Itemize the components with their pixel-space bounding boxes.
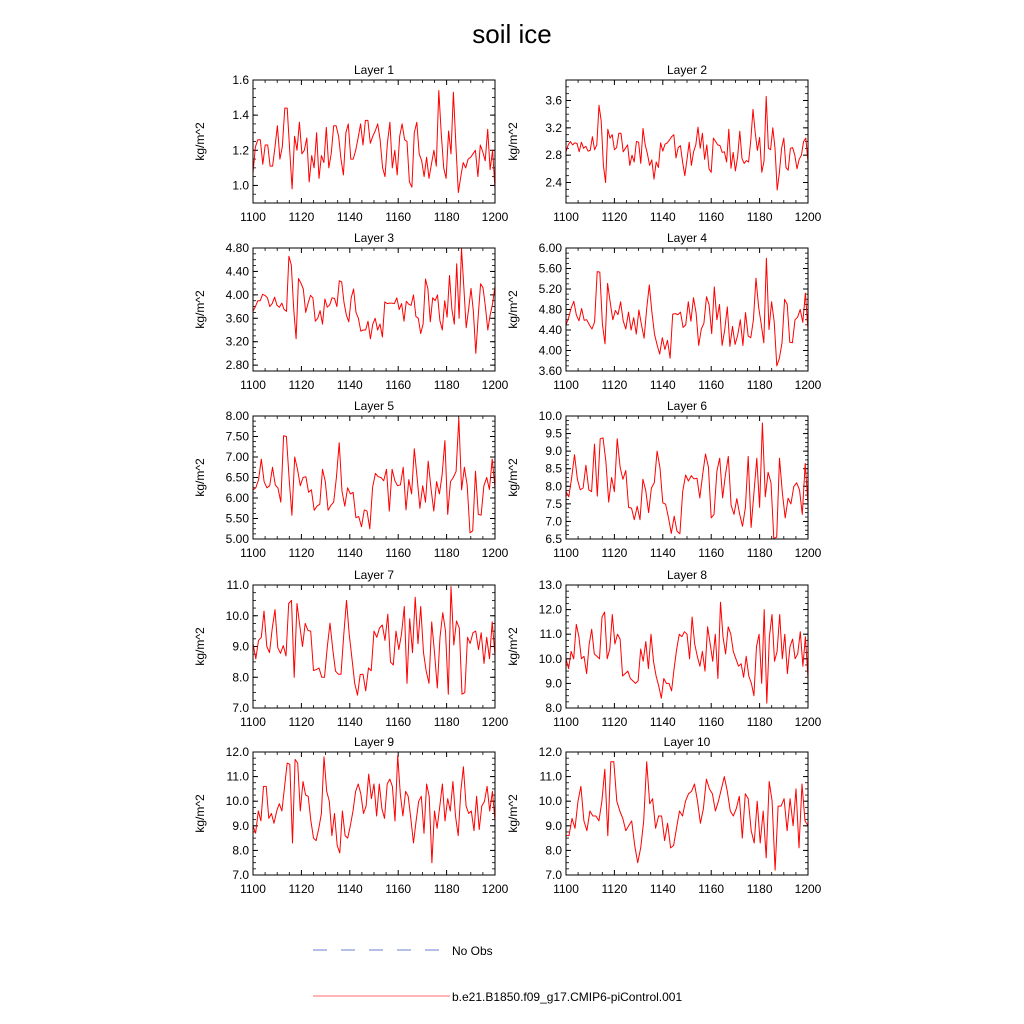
panel-title-6: Layer 6 (666, 399, 708, 413)
x-tick-label-2: 1160 (698, 210, 725, 224)
y-axis-label-4: kg/m^2 (506, 290, 520, 329)
x-tick-label-7: 1100 (240, 715, 266, 729)
y-tick-label-6: 8.5 (545, 461, 562, 476)
figure-title: soil ice (472, 19, 552, 49)
plot-frame-9 (253, 752, 495, 875)
y-tick-label-10: 11.0 (539, 769, 562, 784)
x-tick-label-5: 1120 (288, 546, 315, 560)
panel-title-5: Layer 5 (353, 399, 395, 413)
x-tick-label-5: 1200 (481, 546, 509, 560)
y-tick-label-7: 7.0 (232, 701, 249, 715)
x-tick-label-3: 1100 (240, 378, 266, 392)
y-tick-label-6: 9.5 (545, 426, 562, 441)
y-tick-label-8: 9.0 (545, 676, 562, 691)
x-tick-label-5: 1140 (336, 546, 363, 560)
series-line-layer-5 (253, 418, 495, 533)
y-tick-label-10: 9.0 (545, 818, 562, 833)
y-tick-label-3: 4.00 (225, 287, 249, 302)
x-tick-label-2: 1100 (553, 210, 579, 224)
x-tick-label-4: 1200 (794, 378, 822, 392)
x-tick-label-10: 1120 (601, 882, 628, 896)
x-tick-label-10: 1140 (649, 882, 676, 896)
y-axis-label-7: kg/m^2 (193, 627, 207, 666)
plot-frame-10 (566, 752, 808, 875)
x-tick-label-1: 1140 (336, 210, 363, 224)
x-tick-label-2: 1200 (794, 210, 822, 224)
x-tick-label-2: 1120 (601, 210, 628, 224)
x-tick-label-4: 1160 (698, 378, 725, 392)
y-tick-label-4: 6.00 (538, 241, 562, 255)
x-tick-label-6: 1140 (649, 546, 676, 560)
panel-title-9: Layer 9 (353, 735, 395, 749)
x-tick-label-1: 1120 (288, 210, 315, 224)
x-tick-label-3: 1200 (481, 378, 509, 392)
y-tick-label-7: 8.0 (232, 670, 249, 685)
x-tick-label-8: 1100 (553, 715, 579, 729)
y-axis-label-5: kg/m^2 (193, 458, 207, 497)
x-tick-label-8: 1120 (601, 715, 628, 729)
legend (313, 944, 682, 1004)
series-line-layer-1 (253, 91, 495, 193)
y-axis-label-10: kg/m^2 (506, 794, 520, 833)
panel-title-7: Layer 7 (353, 568, 395, 582)
x-tick-label-4: 1120 (601, 378, 628, 392)
y-tick-label-2: 2.8 (545, 148, 562, 163)
y-tick-label-4: 5.60 (538, 261, 562, 276)
y-tick-label-10: 10.0 (538, 794, 562, 809)
y-tick-label-1: 1.4 (232, 108, 249, 123)
y-tick-label-7: 11.0 (226, 578, 249, 592)
panels (193, 63, 822, 896)
panel-layer-4 (506, 231, 822, 392)
x-tick-label-5: 1180 (433, 546, 460, 560)
y-axis-label-8: kg/m^2 (506, 627, 520, 666)
series-line-layer-7 (253, 587, 495, 696)
x-tick-label-10: 1100 (553, 882, 579, 896)
y-tick-label-4: 4.80 (538, 302, 562, 317)
x-tick-label-5: 1100 (240, 546, 266, 560)
x-tick-label-1: 1100 (240, 210, 266, 224)
y-tick-label-7: 9.0 (232, 639, 249, 654)
x-tick-label-6: 1160 (698, 546, 725, 560)
x-tick-label-1: 1180 (433, 210, 460, 224)
y-tick-label-6: 9.0 (545, 444, 562, 459)
x-tick-label-7: 1140 (336, 715, 363, 729)
y-tick-label-3: 3.60 (225, 311, 249, 326)
y-tick-label-4: 4.40 (538, 323, 562, 337)
y-tick-label-3: 3.20 (225, 334, 249, 349)
panel-layer-3 (193, 231, 509, 392)
y-tick-label-9: 8.0 (232, 843, 249, 858)
y-tick-label-9: 10.0 (225, 794, 249, 809)
y-tick-label-8: 8.0 (545, 701, 562, 715)
y-tick-label-5: 5.00 (225, 532, 249, 546)
panel-layer-7 (193, 568, 509, 729)
x-tick-label-10: 1160 (698, 882, 725, 896)
y-tick-label-8: 10.0 (538, 651, 562, 666)
x-tick-label-10: 1180 (746, 882, 773, 896)
y-tick-label-1: 1.0 (232, 178, 249, 193)
x-tick-label-9: 1140 (336, 882, 363, 896)
x-tick-label-3: 1120 (288, 378, 315, 392)
y-tick-label-3: 2.80 (225, 358, 249, 373)
x-tick-label-10: 1200 (794, 882, 822, 896)
x-tick-label-7: 1120 (288, 715, 315, 729)
x-tick-label-6: 1100 (553, 546, 579, 560)
y-tick-label-5: 5.50 (225, 511, 249, 526)
series-line-layer-6 (566, 423, 808, 538)
legend-label-model: b.e21.B1850.f09_g17.CMIP6-piControl.001 (452, 990, 683, 1004)
y-tick-label-9: 11.0 (226, 769, 249, 784)
x-tick-label-2: 1180 (746, 210, 773, 224)
y-tick-label-1: 1.2 (232, 143, 249, 158)
y-axis-label-2: kg/m^2 (506, 122, 520, 161)
x-tick-label-5: 1160 (385, 546, 412, 560)
y-tick-label-7: 10.0 (225, 608, 249, 623)
y-tick-label-6: 7.0 (545, 514, 562, 529)
series-line-layer-3 (253, 249, 495, 354)
panel-layer-8 (506, 568, 822, 729)
y-tick-label-4: 5.20 (538, 282, 562, 296)
y-tick-label-5: 6.00 (225, 491, 249, 505)
series-line-layer-10 (566, 762, 808, 870)
series-line-layer-8 (566, 602, 808, 703)
x-tick-label-2: 1140 (649, 210, 676, 224)
y-tick-label-9: 7.0 (232, 868, 249, 882)
y-tick-label-4: 4.00 (538, 343, 562, 358)
legend-label-no-obs: No Obs (452, 944, 493, 958)
y-tick-label-8: 13.0 (538, 578, 562, 592)
x-tick-label-8: 1180 (746, 715, 773, 729)
y-tick-label-6: 7.5 (545, 496, 562, 511)
x-tick-label-7: 1160 (385, 715, 412, 729)
y-tick-label-6: 6.5 (545, 532, 562, 546)
y-tick-label-9: 12.0 (225, 745, 249, 759)
panel-title-10: Layer 10 (663, 735, 711, 749)
x-tick-label-3: 1180 (433, 378, 460, 392)
x-tick-label-1: 1160 (385, 210, 412, 224)
x-tick-label-9: 1160 (385, 882, 412, 896)
panel-layer-1 (193, 63, 509, 224)
y-tick-label-1: 1.6 (232, 73, 249, 87)
y-tick-label-9: 9.0 (232, 818, 249, 833)
plot-frame-8 (566, 585, 808, 708)
y-tick-label-8: 11.0 (539, 627, 562, 642)
series-line-layer-2 (566, 96, 808, 190)
x-tick-label-1: 1200 (481, 210, 509, 224)
x-tick-label-4: 1140 (649, 378, 676, 392)
x-tick-label-3: 1140 (336, 378, 363, 392)
y-tick-label-8: 12.0 (538, 602, 562, 617)
y-tick-label-2: 3.2 (545, 120, 562, 135)
y-tick-label-3: 4.40 (225, 264, 249, 279)
x-tick-label-6: 1120 (601, 546, 628, 560)
y-tick-label-5: 7.00 (225, 450, 249, 464)
y-tick-label-5: 8.00 (225, 409, 249, 423)
panel-title-4: Layer 4 (666, 231, 708, 245)
x-tick-label-8: 1140 (649, 715, 676, 729)
series-line-layer-4 (566, 258, 808, 366)
y-tick-label-5: 7.50 (225, 429, 249, 444)
x-tick-label-8: 1200 (794, 715, 822, 729)
panel-title-3: Layer 3 (353, 231, 395, 245)
y-axis-label-9: kg/m^2 (193, 794, 207, 833)
y-tick-label-2: 2.4 (545, 175, 562, 190)
x-tick-label-8: 1160 (698, 715, 725, 729)
y-tick-label-10: 7.0 (545, 868, 562, 882)
panel-layer-6 (506, 399, 822, 560)
x-tick-label-4: 1100 (553, 378, 579, 392)
x-tick-label-7: 1180 (433, 715, 460, 729)
panel-title-2: Layer 2 (666, 63, 708, 77)
panel-layer-2 (506, 63, 822, 224)
y-tick-label-10: 8.0 (545, 843, 562, 858)
y-tick-label-5: 6.50 (225, 470, 249, 485)
y-axis-label-6: kg/m^2 (506, 458, 520, 497)
panel-title-1: Layer 1 (353, 63, 395, 77)
x-tick-label-6: 1200 (794, 546, 822, 560)
x-tick-label-6: 1180 (746, 546, 773, 560)
series-line-layer-9 (253, 756, 495, 863)
x-tick-label-9: 1120 (288, 882, 315, 896)
y-tick-label-2: 3.6 (545, 93, 562, 108)
y-axis-label-3: kg/m^2 (193, 290, 207, 329)
y-tick-label-6: 10.0 (538, 409, 562, 423)
panel-title-8: Layer 8 (666, 568, 708, 582)
x-tick-label-4: 1180 (746, 378, 773, 392)
panel-layer-9 (193, 735, 509, 896)
x-tick-label-9: 1200 (481, 882, 509, 896)
panel-layer-5 (193, 399, 509, 560)
y-tick-label-10: 12.0 (538, 745, 562, 759)
x-tick-label-7: 1200 (481, 715, 509, 729)
y-tick-label-4: 3.60 (538, 364, 562, 378)
x-tick-label-9: 1180 (433, 882, 460, 896)
y-tick-label-3: 4.80 (225, 241, 249, 255)
y-tick-label-6: 8.0 (545, 479, 562, 494)
x-tick-label-9: 1100 (240, 882, 266, 896)
x-tick-label-3: 1160 (385, 378, 412, 392)
panel-layer-10 (506, 735, 822, 896)
y-axis-label-1: kg/m^2 (193, 122, 207, 161)
